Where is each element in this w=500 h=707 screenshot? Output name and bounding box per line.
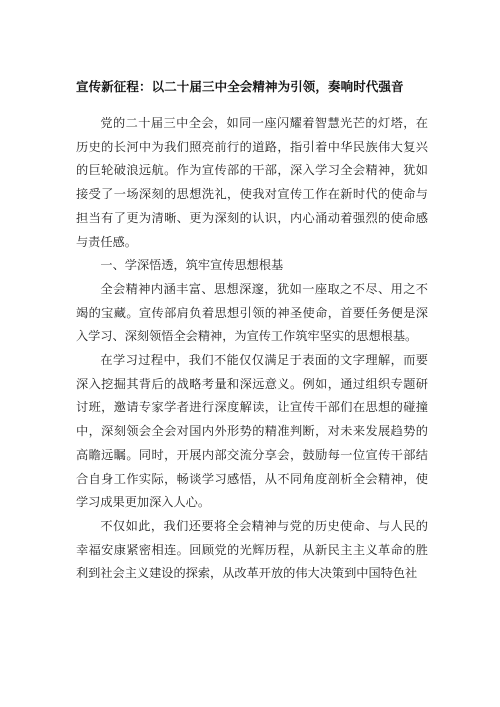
body-paragraph: 全会精神内涵丰富、思想深邃，犹如一座取之不尽、用之不竭的宝藏。宣传部肩负着思想引领的神圣使命，首要任务便是深入学习、深刻领悟全会精神，为宣传工作筑牢坚实的思想根基。 [76, 281, 428, 344]
document-title: 宣传新征程：以二十届三中全会精神为引领，奏响时代强音 [76, 79, 404, 94]
intro-paragraph: 党的二十届三中全会，如同一座闪耀着智慧光芒的灯塔，在历史的长河中为我们照亮前行的道路，指引着中华民族伟大复兴的巨轮破浪远航。作为宣传部的干部，深入学习全会精神，犹如接受了一场深刻的思想洗礼，使我对宣传工作在新时代的使命与担当有了更为清晰、更为深刻的认识，内心涌动着强烈的使命感与责任感。 [76, 116, 428, 249]
body-paragraph: 在学习过程中，我们不能仅仅满足于表面的文字理解，而要深入挖掘其背后的战略考量和深远意义。例如，通过组织专题研讨班，邀请专家学者进行深度解读，让宣传干部们在思想的碰撞中，深刻领会全会对国内外形势的精准判断，对未来发展趋势的高瞻远瞩。同时，开展内部交流分享会，鼓励每一位宣传干部结合自身工作实际，畅谈学习感悟，从不同角度剖析全会精神，使学习成果更加深入人心。 [76, 353, 428, 510]
section-heading-1: 一、学深悟透，筑牢宣传思想根基 [100, 258, 284, 273]
body-paragraph: 不仅如此，我们还要将全会精神与党的历史使命、与人民的幸福安康紧密相连。回顾党的光辉历程，从新民主主义革命的胜利到社会主义建设的探索，从改革开放的伟大决策到中国特色社 [76, 518, 428, 581]
document-body [76, 79, 428, 586]
